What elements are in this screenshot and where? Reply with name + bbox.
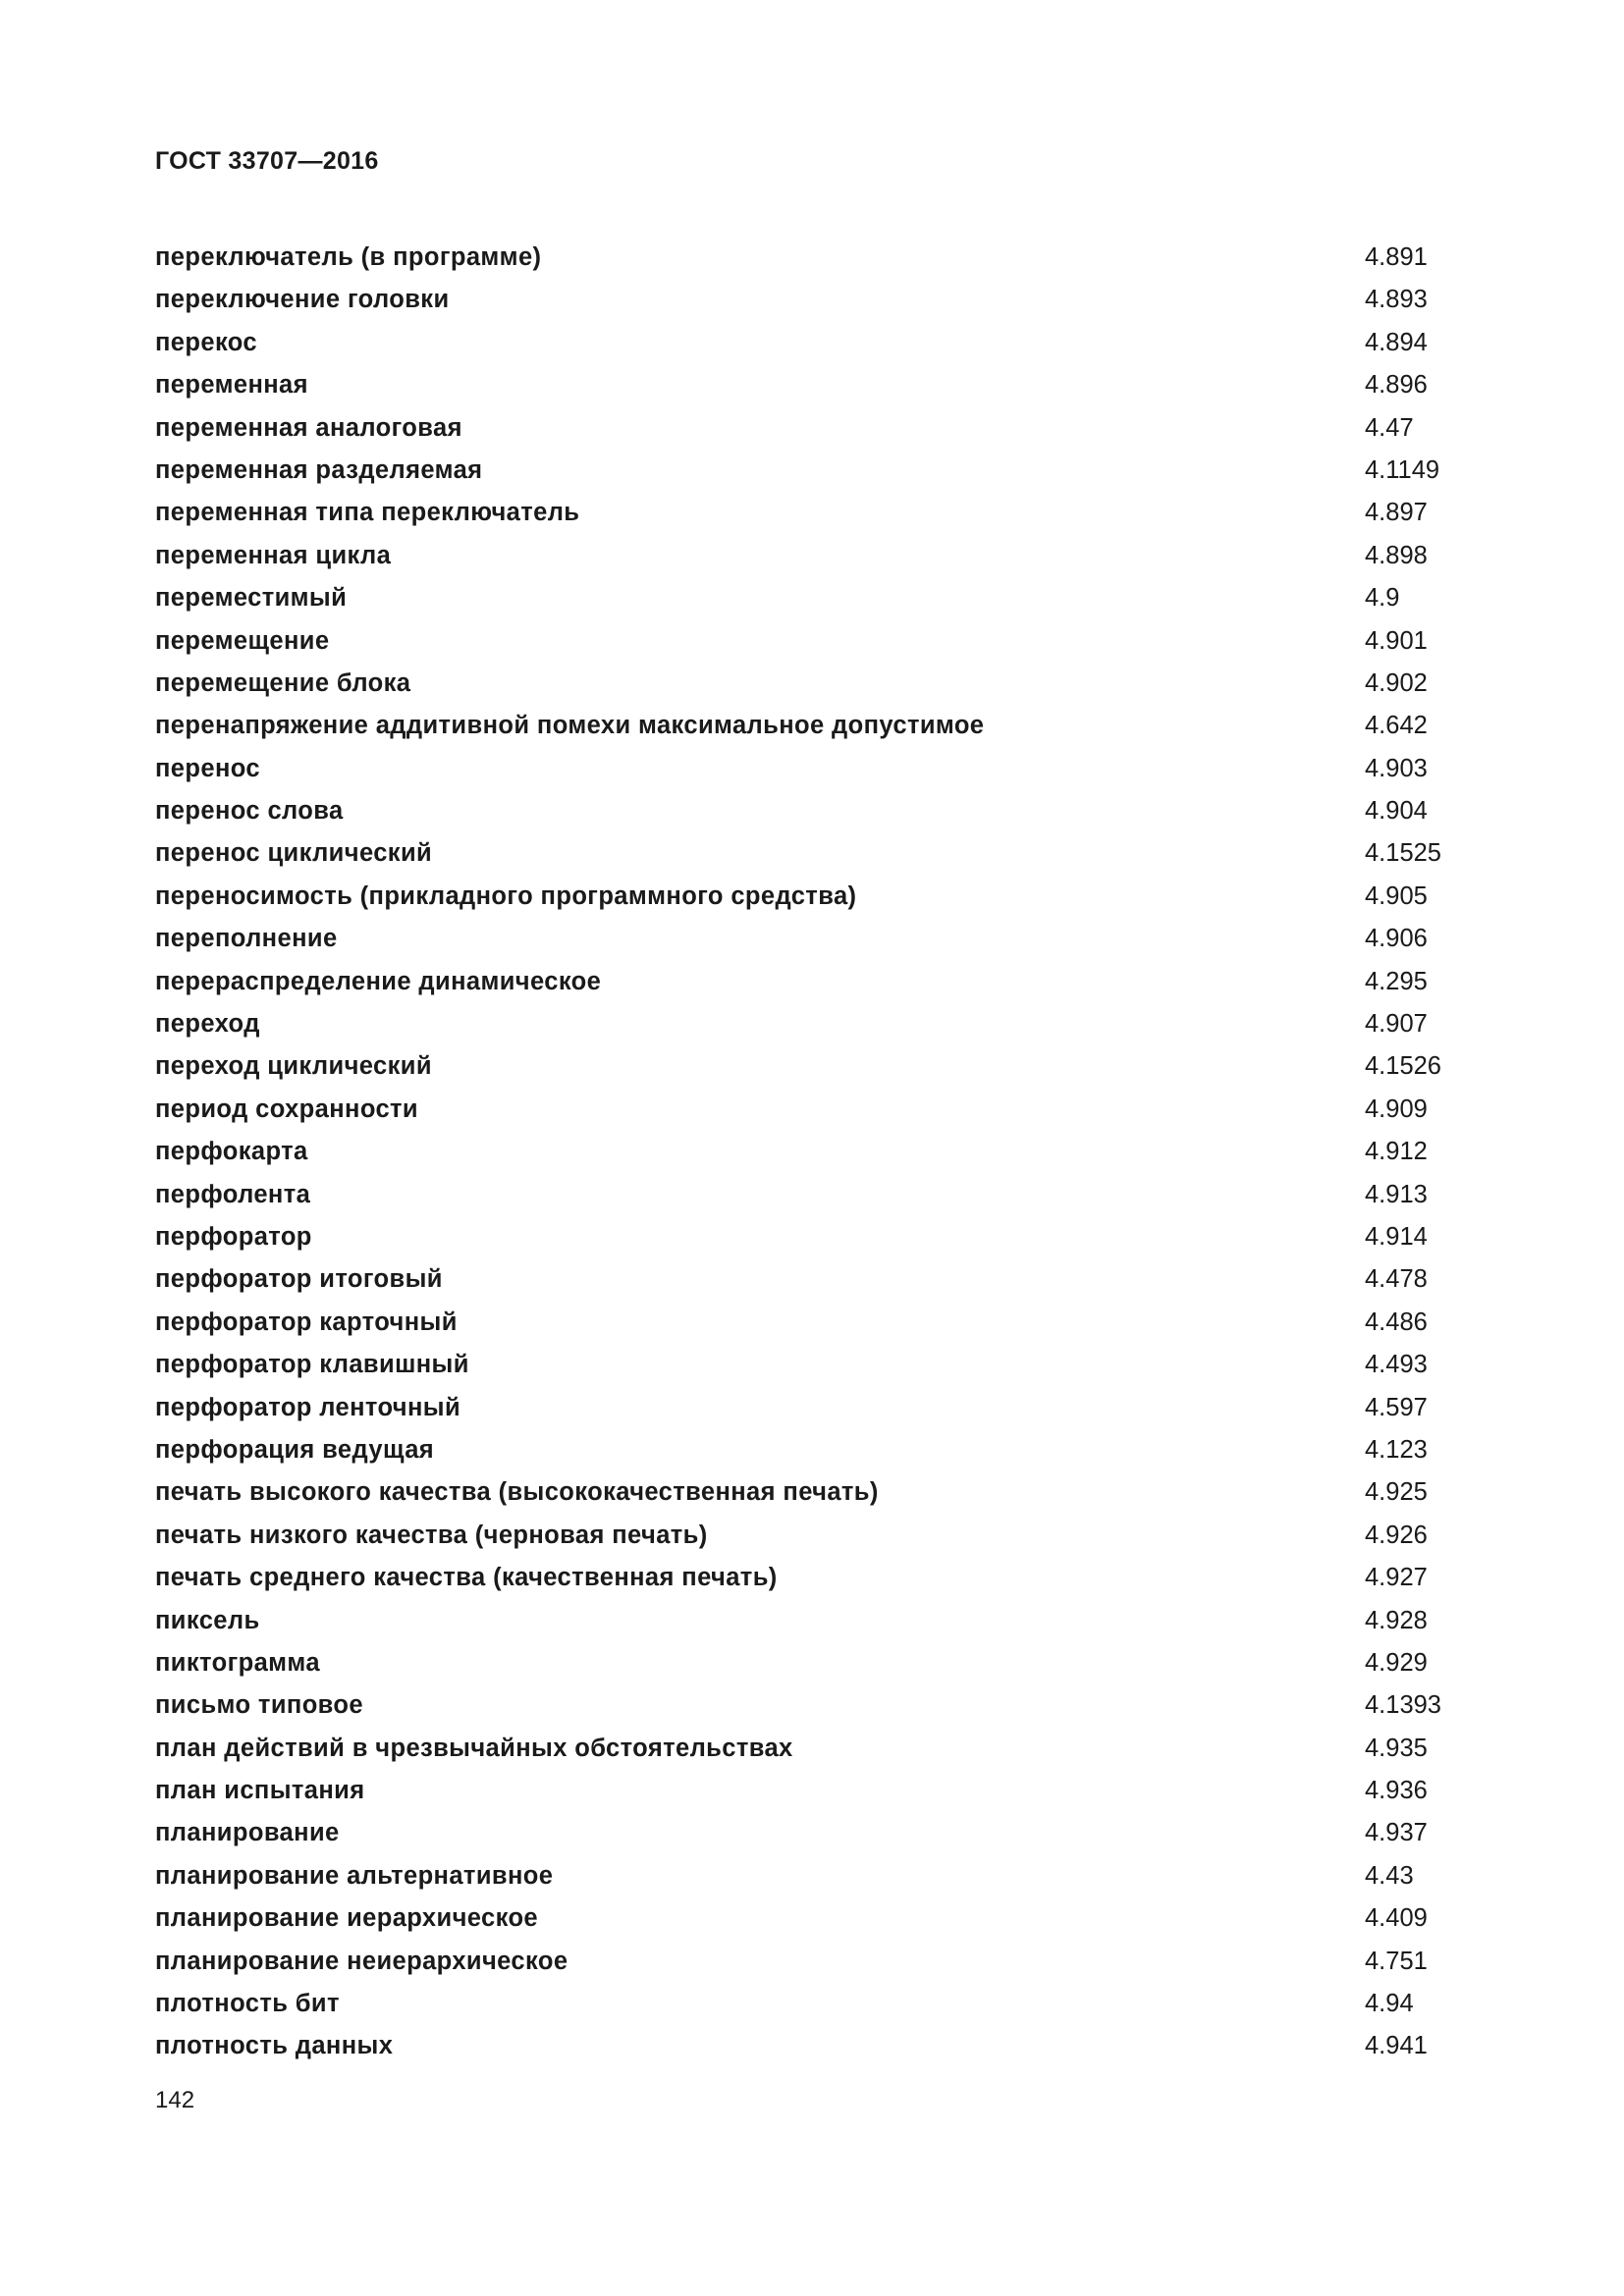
- index-term: перенос слова: [155, 797, 344, 826]
- index-reference: 4.902: [1365, 668, 1428, 697]
- index-term: план действий в чрезвычайных обстоятельствах: [155, 1734, 793, 1762]
- index-reference: 4.926: [1365, 1521, 1428, 1549]
- index-term: переместимый: [155, 584, 348, 613]
- index-entry: [155, 1557, 1471, 1599]
- index-term: переменная цикла: [155, 541, 392, 569]
- page-number: 142: [155, 2087, 195, 2113]
- index-entry: [155, 364, 1471, 406]
- index-entry: [155, 1089, 1471, 1131]
- index-reference: 4.409: [1365, 1904, 1428, 1933]
- index-term: план испытания: [155, 1777, 365, 1805]
- index-reference: 4.897: [1365, 499, 1428, 527]
- index-term: переключатель (в программе): [155, 243, 542, 271]
- index-term: плотность данных: [155, 2032, 394, 2060]
- index-entry: [155, 535, 1471, 577]
- index-term: перенапряжение аддитивной помехи максимальное допустимое: [155, 712, 985, 740]
- index-entry: [155, 876, 1471, 918]
- index-term: планирование альтернативное: [155, 1861, 554, 1890]
- index-term: перфоратор итоговый: [155, 1265, 443, 1294]
- index-reference: 4.941: [1365, 2032, 1428, 2060]
- index-reference: 4.914: [1365, 1222, 1428, 1251]
- index-reference: 4.123: [1365, 1435, 1428, 1464]
- index-entry: [155, 1003, 1471, 1045]
- index-reference: 4.894: [1365, 328, 1428, 356]
- index-term: перемещение блока: [155, 668, 411, 697]
- index-entry: [155, 1174, 1471, 1216]
- index-entry: [155, 663, 1471, 705]
- index-reference: 4.912: [1365, 1138, 1428, 1166]
- index-reference: 4.909: [1365, 1095, 1428, 1123]
- index-entry: [155, 620, 1471, 663]
- index-entry: [155, 1471, 1471, 1514]
- index-entry: [155, 790, 1471, 832]
- index-entry: [155, 1684, 1471, 1727]
- index-entry: [155, 322, 1471, 364]
- index-reference: 4.905: [1365, 881, 1428, 910]
- index-entry: [155, 237, 1471, 279]
- index-reference: 4.1149: [1365, 455, 1440, 484]
- index-reference: 4.937: [1365, 1819, 1428, 1847]
- index-entry: [155, 832, 1471, 875]
- index-term: перфорация ведущая: [155, 1435, 435, 1464]
- index-term: перфоратор: [155, 1222, 312, 1251]
- index-term: перенос циклический: [155, 839, 433, 868]
- index-entry: [155, 1812, 1471, 1854]
- index-reference: 4.94: [1365, 1990, 1414, 2018]
- index-term: перфоратор ленточный: [155, 1393, 461, 1421]
- index-term: перенос: [155, 754, 260, 782]
- index-reference: 4.295: [1365, 967, 1428, 995]
- index-term: перфокарта: [155, 1138, 308, 1166]
- index-entry: [155, 1515, 1471, 1557]
- index-reference: 4.903: [1365, 754, 1428, 782]
- index-entry: [155, 1045, 1471, 1088]
- index-term: период сохранности: [155, 1095, 419, 1123]
- index-entry: [155, 1387, 1471, 1429]
- index-term: пиксель: [155, 1606, 260, 1634]
- index-reference: 4.907: [1365, 1010, 1428, 1039]
- document-header: ГОСТ 33707—2016: [155, 147, 379, 175]
- index-term: переменная аналоговая: [155, 413, 462, 442]
- index-reference: 4.1525: [1365, 839, 1441, 868]
- index-reference: 4.896: [1365, 371, 1428, 400]
- index-term: планирование: [155, 1819, 340, 1847]
- index-term: печать высокого качества (высококачественная печать): [155, 1478, 879, 1507]
- index-entry: [155, 1728, 1471, 1770]
- index-reference: 4.891: [1365, 243, 1428, 271]
- index-entry: [155, 279, 1471, 321]
- index-entry: [155, 577, 1471, 619]
- index-term: плотность бит: [155, 1990, 340, 2018]
- index-reference: 4.935: [1365, 1734, 1428, 1762]
- index-entry: [155, 407, 1471, 450]
- index-reference: 4.906: [1365, 925, 1428, 953]
- index-entry: [155, 1302, 1471, 1344]
- index-term: переносимость (прикладного программного средства): [155, 881, 857, 910]
- index-entry: [155, 1855, 1471, 1897]
- index-term: переход: [155, 1010, 260, 1039]
- index-entry: [155, 1429, 1471, 1471]
- index-entry: [155, 1941, 1471, 1983]
- index-term: печать среднего качества (качественная печать): [155, 1564, 778, 1592]
- index-term: переменная разделяемая: [155, 455, 483, 484]
- index-list: [155, 237, 1471, 2068]
- index-reference: 4.927: [1365, 1564, 1428, 1592]
- index-reference: 4.47: [1365, 413, 1414, 442]
- index-term: перфоратор клавишный: [155, 1351, 469, 1379]
- index-term: перфолента: [155, 1180, 311, 1208]
- index-reference: 4.898: [1365, 541, 1428, 569]
- index-reference: 4.901: [1365, 626, 1428, 655]
- index-entry: [155, 1344, 1471, 1386]
- index-reference: 4.913: [1365, 1180, 1428, 1208]
- index-entry: [155, 1216, 1471, 1258]
- index-entry: [155, 1131, 1471, 1173]
- index-term: перфоратор карточный: [155, 1308, 458, 1336]
- index-entry: [155, 1983, 1471, 2025]
- index-reference: 4.925: [1365, 1478, 1428, 1507]
- index-term: переход циклический: [155, 1052, 432, 1081]
- index-reference: 4.642: [1365, 712, 1428, 740]
- index-term: перемещение: [155, 626, 330, 655]
- index-entry: [155, 1600, 1471, 1642]
- index-reference: 4.904: [1365, 797, 1428, 826]
- index-reference: 4.936: [1365, 1777, 1428, 1805]
- index-term: печать низкого качества (черновая печать): [155, 1521, 708, 1549]
- index-reference: 4.751: [1365, 1947, 1428, 1975]
- index-reference: 4.43: [1365, 1861, 1414, 1890]
- index-entry: [155, 1897, 1471, 1940]
- index-reference: 4.597: [1365, 1393, 1428, 1421]
- index-term: письмо типовое: [155, 1691, 363, 1720]
- index-entry: [155, 1770, 1471, 1812]
- index-term: планирование неиерархическое: [155, 1947, 568, 1975]
- index-reference: 4.1526: [1365, 1052, 1441, 1081]
- index-reference: 4.486: [1365, 1308, 1428, 1336]
- index-reference: 4.493: [1365, 1351, 1428, 1379]
- index-term: переменная: [155, 371, 308, 400]
- index-term: планирование иерархическое: [155, 1904, 539, 1933]
- index-entry: [155, 492, 1471, 534]
- index-reference: 4.9: [1365, 584, 1400, 613]
- index-entry: [155, 2025, 1471, 2067]
- index-entry: [155, 961, 1471, 1003]
- index-reference: 4.478: [1365, 1265, 1428, 1294]
- index-term: переключение головки: [155, 286, 450, 314]
- index-term: перекос: [155, 328, 257, 356]
- index-reference: 4.1393: [1365, 1691, 1441, 1720]
- index-reference: 4.928: [1365, 1606, 1428, 1634]
- index-term: пиктограмма: [155, 1648, 320, 1677]
- index-entry: [155, 450, 1471, 492]
- index-entry: [155, 705, 1471, 747]
- index-entry: [155, 1642, 1471, 1684]
- index-reference: 4.929: [1365, 1648, 1428, 1677]
- index-term: переменная типа переключатель: [155, 499, 580, 527]
- index-entry: [155, 918, 1471, 960]
- index-entry: [155, 748, 1471, 790]
- index-term: перераспределение динамическое: [155, 967, 602, 995]
- index-entry: [155, 1258, 1471, 1301]
- index-term: переполнение: [155, 925, 338, 953]
- index-reference: 4.893: [1365, 286, 1428, 314]
